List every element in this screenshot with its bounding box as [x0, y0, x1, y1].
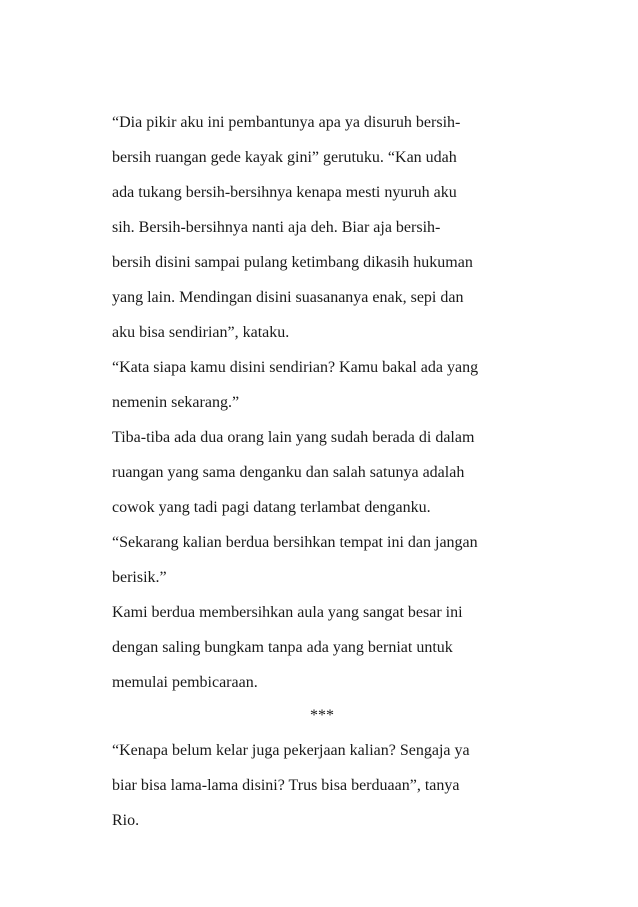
- text-line: bersih disini sampai pulang ketimbang dikasih hukuman: [112, 254, 473, 271]
- section-separator: ***: [310, 707, 334, 724]
- text-line: “Sekarang kalian berdua bersihkan tempat ini dan jangan: [112, 534, 478, 551]
- text-line: berisik.”: [112, 569, 167, 586]
- text-line: aku bisa sendirian”, kataku.: [112, 324, 290, 341]
- text-line: memulai pembicaraan.: [112, 674, 258, 691]
- text-line: ada tukang bersih-bersihnya kenapa mesti nyuruh aku: [112, 184, 457, 201]
- text-line: cowok yang tadi pagi datang terlambat denganku.: [112, 499, 431, 516]
- text-line: “Dia pikir aku ini pembantunya apa ya disuruh bersih-: [112, 114, 461, 131]
- text-line: biar bisa lama-lama disini? Trus bisa berduaan”, tanya: [112, 777, 460, 794]
- text-line: Tiba-tiba ada dua orang lain yang sudah berada di dalam: [112, 429, 475, 446]
- text-line: dengan saling bungkam tanpa ada yang berniat untuk: [112, 639, 453, 656]
- text-line: yang lain. Mendingan disini suasananya enak, sepi dan: [112, 289, 464, 306]
- text-line: Rio.: [112, 812, 140, 829]
- text-line: bersih ruangan gede kayak gini” gerutuku. “Kan udah: [112, 149, 457, 166]
- text-line: Kami berdua membersihkan aula yang sangat besar ini: [112, 604, 463, 621]
- text-line: “Kenapa belum kelar juga pekerjaan kalian? Sengaja ya: [112, 742, 470, 759]
- text-line: nemenin sekarang.”: [112, 394, 240, 411]
- text-line: ruangan yang sama denganku dan salah satunya adalah: [112, 464, 465, 481]
- text-line: “Kata siapa kamu disini sendirian? Kamu bakal ada yang: [112, 359, 479, 376]
- text-line: sih. Bersih-bersihnya nanti aja deh. Biar aja bersih-: [112, 219, 441, 236]
